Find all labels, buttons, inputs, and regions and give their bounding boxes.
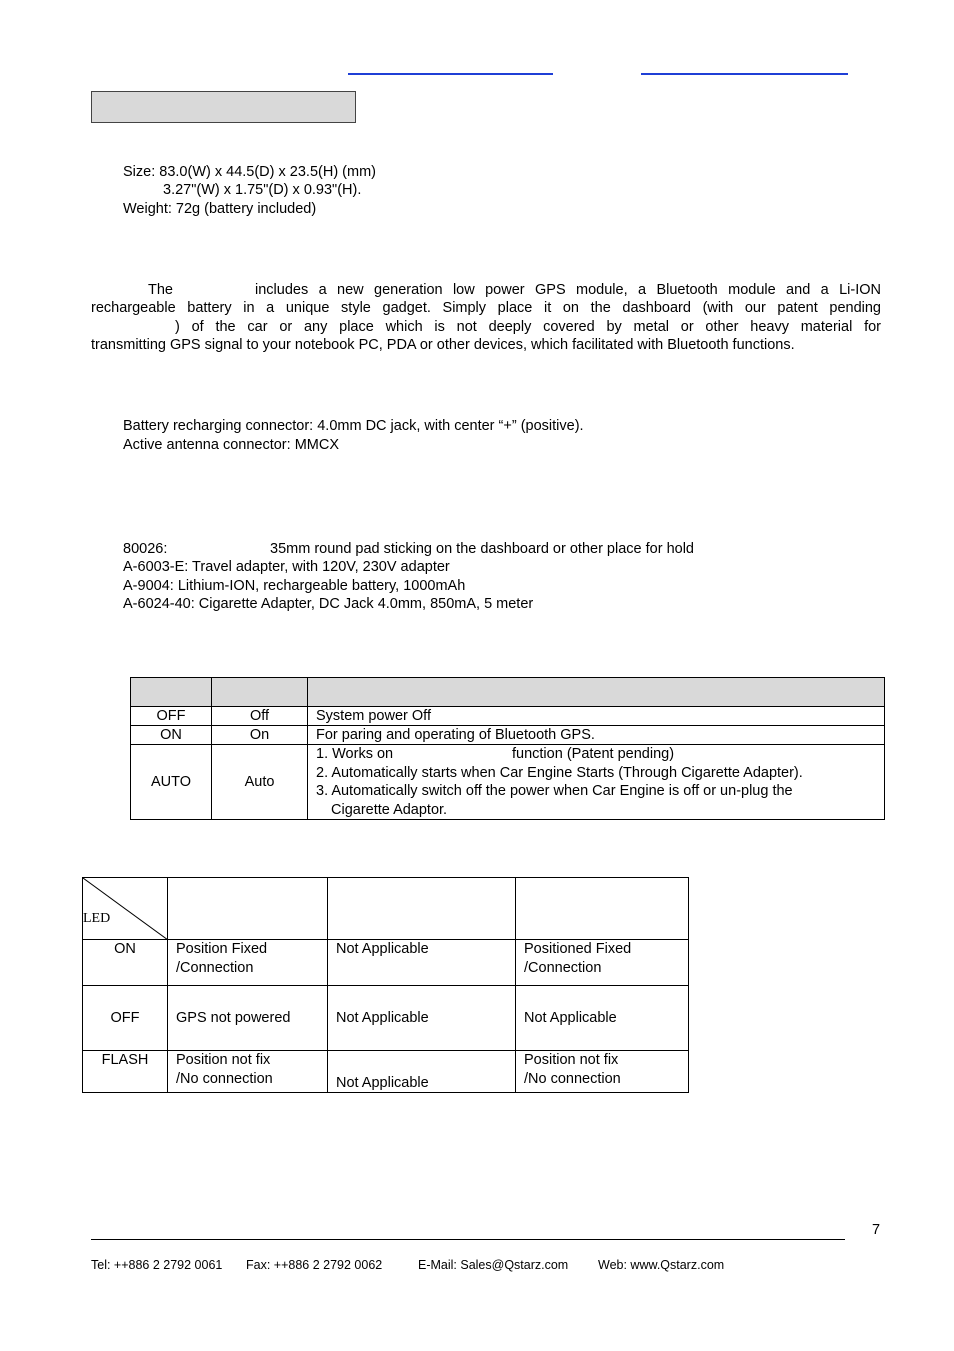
desc-the: The	[148, 282, 173, 298]
header-cell	[328, 878, 516, 940]
desc-cell: System power Off	[308, 707, 885, 726]
table-row	[83, 986, 689, 1051]
desc-cell	[308, 745, 885, 820]
header-cell	[212, 678, 308, 707]
header-cell	[131, 678, 212, 707]
auto-desc-2: 2. Automatically starts when Car Engine Starts (Through Cigarette Adapter).	[316, 764, 803, 781]
table-header-row	[83, 878, 689, 940]
state-cell: On	[212, 726, 308, 745]
header-rule-right	[641, 73, 848, 75]
led-cell	[168, 940, 328, 986]
table-row	[131, 745, 885, 820]
table-row	[83, 1051, 689, 1093]
table-row	[83, 940, 689, 986]
led-cell: Not Applicable	[328, 986, 516, 1051]
led-cell: Not Applicable	[516, 986, 689, 1051]
auto-desc-3-cont: Cigarette Adaptor.	[331, 801, 448, 818]
footer-rule	[91, 1239, 845, 1240]
header-cell	[168, 878, 328, 940]
cell-line: /No connection	[176, 1070, 273, 1087]
led-state-cell: OFF	[83, 986, 168, 1051]
led-cell	[168, 1051, 328, 1093]
footer-tel: Tel: ++886 2 2792 0061	[91, 1258, 223, 1272]
led-cell	[516, 1051, 689, 1093]
accessory-desc-80026: 35mm round pad sticking on the dashboard or other place for hold	[270, 541, 694, 557]
desc-line1: includes a new generation low power GPS module, a Bluetooth module and a Li-ION	[255, 282, 881, 298]
led-state-cell: FLASH	[83, 1051, 168, 1093]
led-cell: GPS not powered	[168, 986, 328, 1051]
auto-desc-3: 3. Automatically switch off the power when Car Engine is off or un-plug the	[316, 783, 793, 799]
table-header-row	[131, 678, 885, 707]
led-state-cell: ON	[83, 940, 168, 986]
footer-fax: Fax: ++886 2 2792 0062	[246, 1258, 383, 1272]
cell-line: Position not fix	[524, 1052, 619, 1068]
cell-line: Position not fix	[176, 1052, 271, 1068]
desc-line3: ) of the car or any place which is not deeply covered by metal or other heavy material for	[175, 319, 881, 335]
accessory-code-80026: 80026:	[123, 541, 168, 557]
cell-line: /Connection	[524, 959, 602, 976]
cell-line: Position Fixed	[176, 941, 268, 957]
led-cell: Not Applicable	[328, 940, 516, 986]
spec-size-inch: 3.27"(W) x 1.75"(D) x 0.93"(H).	[163, 182, 362, 198]
mode-cell: AUTO	[131, 745, 212, 820]
connector-battery: Battery recharging connector: 4.0mm DC jack, with center “+” (positive).	[123, 418, 584, 434]
desc-line2: rechargeable battery in a unique style gadget. Simply place it on the dashboard (with our patent pending	[91, 300, 881, 316]
auto-desc-1a: 1. Works on	[316, 746, 394, 762]
mode-cell: ON	[131, 726, 212, 745]
state-cell: Off	[212, 707, 308, 726]
switch-mode-table	[130, 677, 885, 820]
led-status-table	[82, 877, 689, 1093]
desc-cell: For paring and operating of Bluetooth GPS.	[308, 726, 885, 745]
cell-line: /No connection	[524, 1070, 621, 1087]
table-row	[131, 707, 885, 726]
auto-desc-1b: function (Patent pending)	[512, 746, 675, 762]
cell-line: Positioned Fixed	[524, 941, 632, 957]
header-cell	[516, 878, 689, 940]
footer-email[interactable]: E-Mail: Sales@Qstarz.com	[418, 1258, 569, 1272]
accessory-a6003e: A-6003-E: Travel adapter, with 120V, 230V adapter	[123, 559, 450, 575]
led-cell	[516, 940, 689, 986]
accessory-a9004: A-9004: Lithium-ION, rechargeable battery, 1000mAh	[123, 578, 466, 594]
table-row	[131, 726, 885, 745]
spec-weight: Weight: 72g (battery included)	[123, 201, 317, 217]
state-cell: Auto	[212, 745, 308, 820]
connector-antenna: Active antenna connector: MMCX	[123, 437, 339, 453]
led-corner-label: LED	[83, 911, 111, 926]
led-cell: Not Applicable	[328, 1051, 516, 1093]
spec-size-mm: Size: 83.0(W) x 44.5(D) x 23.5(H) (mm)	[123, 164, 376, 180]
diagonal-line	[83, 878, 168, 940]
footer-web[interactable]: Web: www.Qstarz.com	[598, 1258, 725, 1272]
cell-line: /Connection	[176, 959, 254, 976]
page-number: 7	[872, 1222, 881, 1238]
section-heading-box	[91, 91, 356, 123]
mode-cell: OFF	[131, 707, 212, 726]
accessory-a602440: A-6024-40: Cigarette Adapter, DC Jack 4.0mm, 850mA, 5 meter	[123, 596, 534, 612]
header-rule-left	[348, 73, 553, 75]
desc-line4: transmitting GPS signal to your notebook PC, PDA or other devices, which facilitated with Bluetooth functions.	[91, 337, 795, 353]
led-corner-cell	[83, 878, 168, 940]
header-cell	[308, 678, 885, 707]
